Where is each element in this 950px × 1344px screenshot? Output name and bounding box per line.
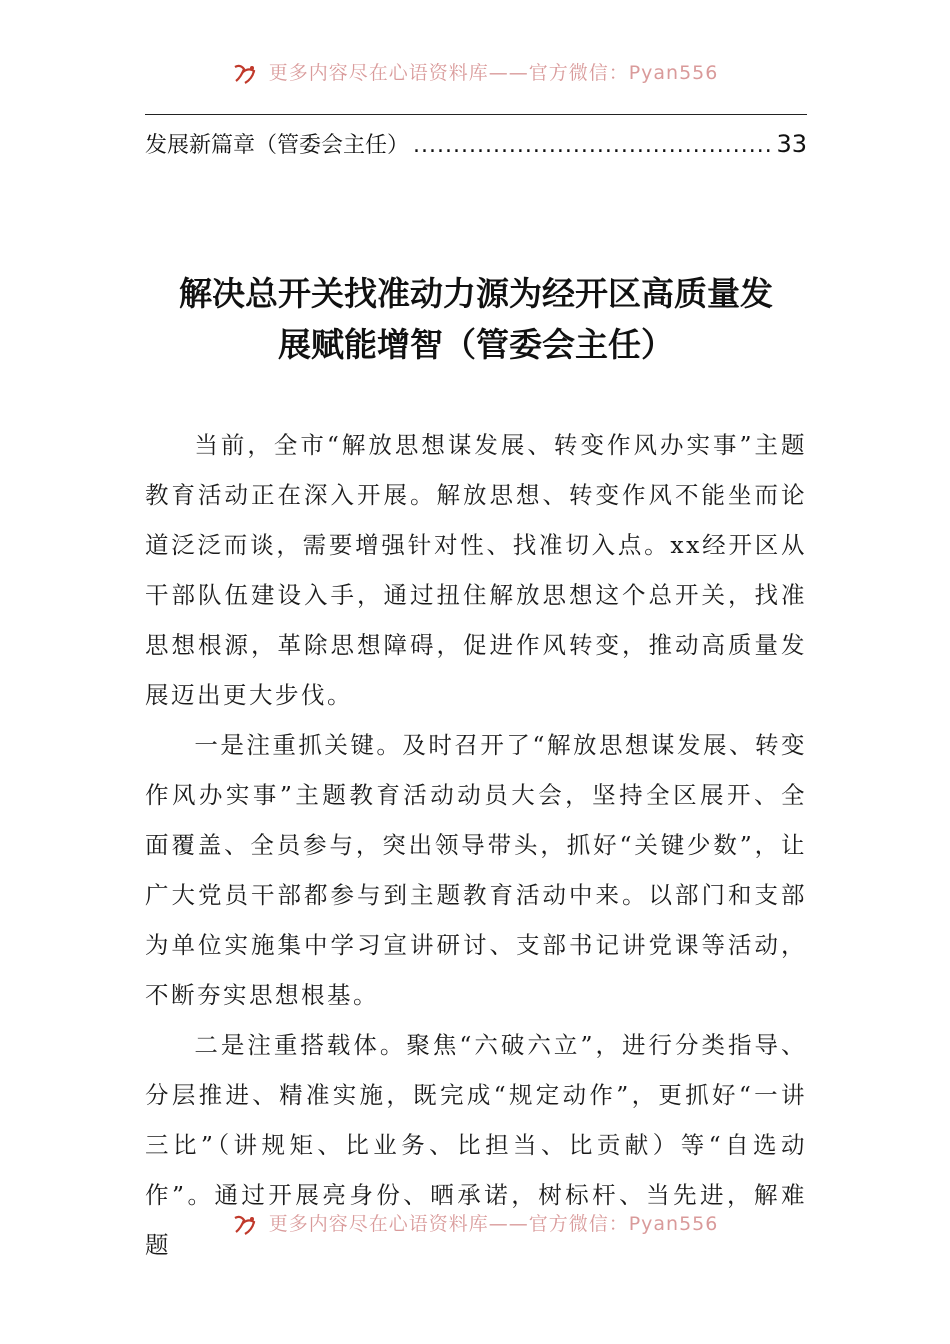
article-title-line2: 展赋能增智（管委会主任） <box>278 325 674 364</box>
watermark-bottom-text: 更多内容尽在心语资料库——官方微信：Pyan556 <box>268 1213 719 1235</box>
toc-page-number: 33 <box>776 130 807 158</box>
watermark-top <box>0 58 950 85</box>
header-rule <box>145 114 807 115</box>
paragraph-point-one: 一是注重抓关键。及时召开了“解放思想谋发展、转变作风办实事”主题教育活动动员大会，坚持全区展开、全面覆盖、全员参与，突出领导带头，抓好“关键少数”，让广大党员干部都参与到主题教育活动中来。以部门和支部为单位实施集中学习宣讲研讨、支部书记讲党课等活动，不断夯实思想根基。 <box>145 731 807 1009</box>
brand-logo-icon <box>232 63 258 85</box>
watermark-bottom <box>0 1209 950 1236</box>
toc-leader-dots <box>413 133 772 158</box>
brand-logo-icon <box>232 1214 258 1236</box>
article-body <box>145 420 807 1270</box>
watermark-top-text: 更多内容尽在心语资料库——官方微信：Pyan556 <box>268 62 719 84</box>
article-title <box>145 268 807 370</box>
toc-entry-text: 发展新篇章（管委会主任） <box>145 133 410 158</box>
toc-entry[interactable] <box>145 128 807 159</box>
paragraph-intro: 当前，全市“解放思想谋发展、转变作风办实事”主题教育活动正在深入开展。解放思想、转变作风不能坐而论道泛泛而谈，需要增强针对性、找准切入点。xx经开区从干部队伍建设入手，通过扭住解放思想这个总开关，找准思想根源，革除思想障碍，促进作风转变，推动高质量发展迈出更大步伐。 <box>145 431 807 709</box>
article-title-line1: 解决总开关找准动力源为经开区高质量发 <box>179 274 773 313</box>
paragraph-point-two: 二是注重搭载体。聚焦“六破六立”，进行分类指导、分层推进、精准实施，既完成“规定动作”，更抓好“一讲三比”（讲规矩、比业务、比担当、比贡献）等“自选动作”。通过开展亮身份、晒承诺，树标杆、当先进，解难题 <box>145 1031 807 1259</box>
